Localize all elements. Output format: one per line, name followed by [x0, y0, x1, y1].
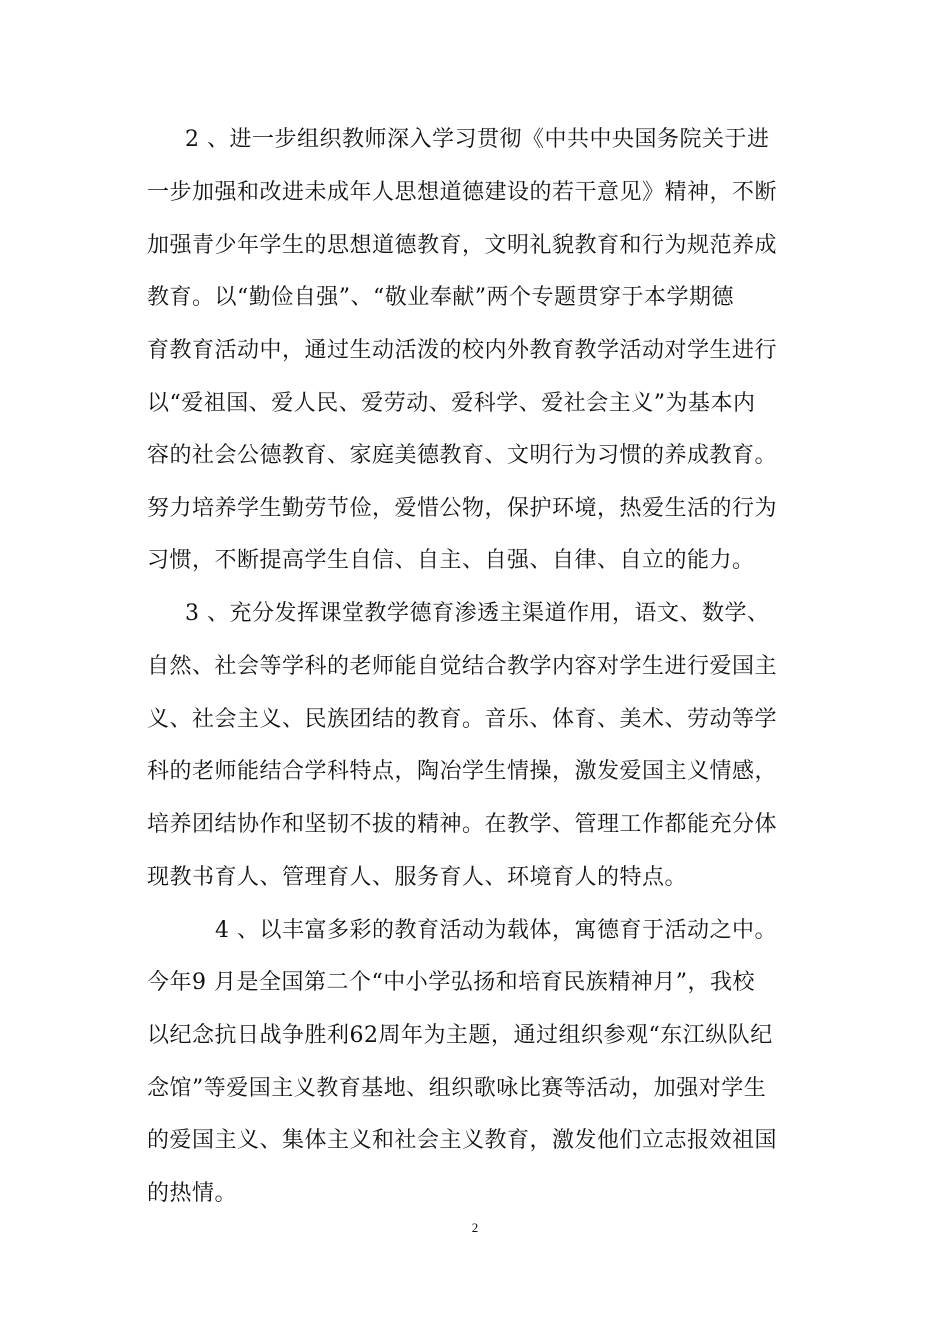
- paragraph-4-line-6: 的热情。: [147, 1181, 238, 1206]
- paragraph-2-line-9: 习惯，不断提高学生自信、自主、自强、自律、自立的能力。: [147, 548, 755, 573]
- paragraph-3-line-4: 科的老师能结合学科特点，陶冶学生情操，激发爱国主义情感，: [147, 759, 778, 784]
- paragraph-2-line-3: 加强青少年学生的思想道德教育，文明礼貌教育和行为规范养成: [147, 233, 778, 258]
- paragraph-2-line-5: 育教育活动中，通过生动活泼的校内外教育教学活动对学生进行: [147, 338, 778, 363]
- page-number: 2: [471, 1220, 479, 1235]
- paragraph-2-line-1: 2 、进一步组织教师深入学习贯彻《中共中央国务院关于进: [185, 127, 770, 152]
- paragraph-4-line-2: 今年9 月是全国第二个“中小学弘扬和培育民族精神月”，我校: [147, 970, 755, 995]
- paragraph-2-line-6: 以“爱祖国、爱人民、爱劳动、爱科学、爱社会主义”为基本内: [147, 391, 756, 416]
- paragraph-2-line-8: 努力培养学生勤劳节俭，爱惜公物，保护环境，热爱生活的行为: [147, 496, 778, 521]
- paragraph-4-line-4: 念馆”等爱国主义教育基地、组织歌咏比赛等活动，加强对学生: [147, 1076, 767, 1101]
- paragraph-4-line-1: 4 、以丰富多彩的教育活动为载体，寓德育于活动之中。: [215, 918, 777, 943]
- paragraph-2-line-7: 容的社会公德教育、家庭美德教育、文明行为习惯的养成教育。: [147, 443, 778, 468]
- paragraph-3-line-6: 现教书育人、管理育人、服务育人、环境育人的特点。: [147, 865, 688, 890]
- paragraph-3-line-5: 培养团结协作和坚韧不拔的精神。在教学、管理工作都能充分体: [147, 812, 778, 837]
- paragraph-2-line-2: 一步加强和改进未成年人思想道德建设的若干意见》精神，不断: [147, 180, 778, 205]
- paragraph-4-line-3: 以纪念抗日战争胜利62周年为主题，通过组织参观“东江纵队纪: [147, 1023, 773, 1048]
- paragraph-4-line-5: 的爱国主义、集体主义和社会主义教育，激发他们立志报效祖国: [147, 1128, 778, 1153]
- paragraph-3-line-2: 自然、社会等学科的老师能自觉结合教学内容对学生进行爱国主: [147, 654, 778, 679]
- paragraph-3-line-1: 3 、充分发挥课堂教学德育渗透主渠道作用，语文、数学、: [185, 601, 770, 626]
- paragraph-2-line-4: 教育。以“勤俭自强”、“敬业奉献”两个专题贯穿于本学期德: [147, 285, 734, 310]
- paragraph-3-line-3: 义、社会主义、民族团结的教育。音乐、体育、美术、劳动等学: [147, 707, 778, 732]
